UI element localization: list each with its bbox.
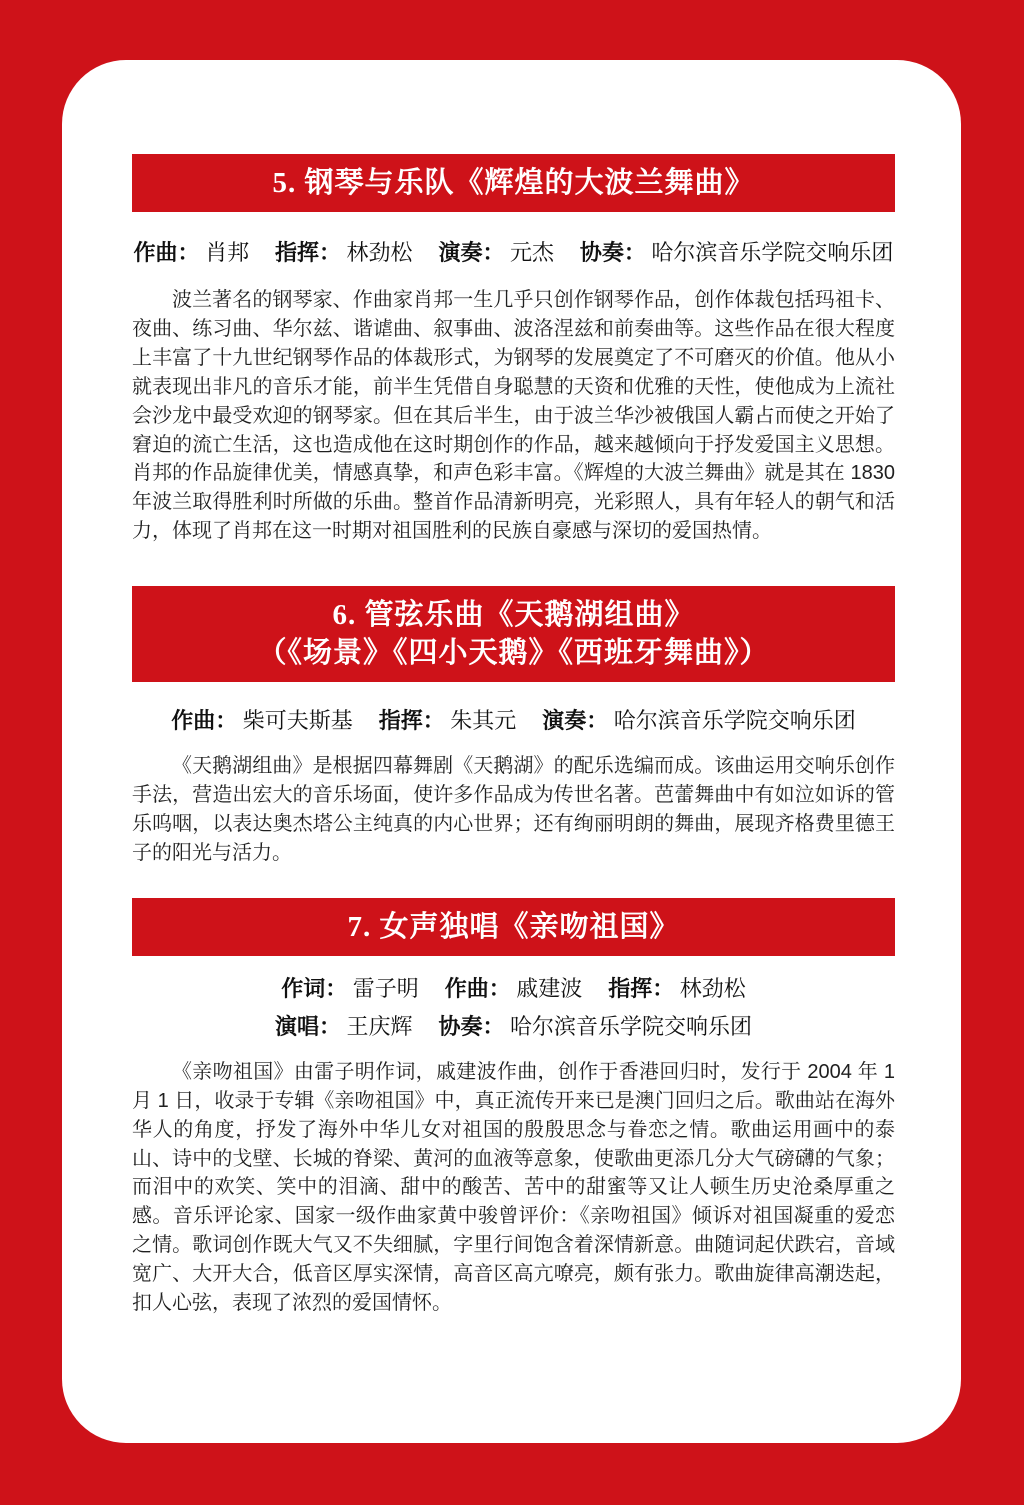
program-content (62, 60, 961, 1318)
section-6-title-line-1: 6. 管弦乐曲《天鹅湖组曲》 (332, 599, 695, 632)
credit-accompaniment (438, 1014, 752, 1039)
credit-composer (134, 240, 250, 265)
program-item-6 (132, 586, 895, 868)
credit-conductor (275, 240, 413, 265)
section-5-banner (132, 154, 895, 212)
credit-value: 哈尔滨音乐学院交响乐团 (509, 1013, 752, 1039)
credit-accompaniment (580, 240, 894, 265)
section-6-description: 《天鹅湖组曲》是根据四幕舞剧《天鹅湖》的配乐选编而成。该曲运用交响乐创作手法，营造出宏大的音乐场面，使许多作品成为传世名著。芭蕾舞曲中有如泣如诉的管乐呜咽，以表达奥杰塔公主纯真的内心世界；还有绚丽明朗的舞曲，展现齐格费里德王子的阳光与活力。 (132, 755, 895, 864)
credit-vocalist (275, 1014, 413, 1039)
credit-conductor (379, 708, 517, 733)
credit-label: 作词： (281, 975, 348, 1001)
credit-label: 演奏： (438, 240, 505, 265)
section-7-description: 《亲吻祖国》由雷子明作词，戚建波作曲，创作于香港回归时，发行于 2004 年 1 月 1 日，收录于专辑《亲吻祖国》中，真正流传开来已是澳门回归之后。歌曲站在海外华人的角度，抒发了海外中华儿女对祖国的殷殷思念与眷恋之情。歌曲运用画中的泰山、诗中的戈壁、长城的脊梁、黄河的血液等意象，使歌曲更添几分大气磅礴的气象；而泪中的欢笑、笑中的泪滴、甜中的酸苦、苦中的甜蜜等又让人顿生历史沧桑厚重之感。音乐评论家、国家一级作曲家黄中骏曾评价：《亲吻祖国》倾诉对祖国凝重的爱恋之情。歌词创作既大气又不失细腻，字里行间饱含着深情新意。曲随词起伏跌宕，音域宽广、大开大合，低音区厚实深情，高音区高亢嘹亮，颇有张力。歌曲旋律高潮迭起，扣人心弦，表现了浓烈的爱国情怀。 (132, 1060, 895, 1315)
credit-value: 元杰 (509, 240, 554, 265)
credit-value: 林劲松 (346, 240, 413, 265)
credit-label: 协奏： (438, 1013, 505, 1039)
credit-lyricist (281, 976, 419, 1001)
section-5-title: 5. 钢琴与乐队《辉煌的大波兰舞曲》 (272, 167, 755, 199)
section-6-title-line-2: （《场景》《四小天鹅》《西班牙舞曲》） (257, 637, 770, 670)
credit-value: 雷子明 (352, 975, 419, 1001)
credits-row-1 (132, 970, 895, 1008)
credit-composer (171, 708, 353, 733)
credit-label: 指挥： (608, 975, 675, 1001)
credit-value: 朱其元 (450, 708, 517, 734)
credit-value: 肖邦 (205, 240, 250, 265)
credit-performer (542, 708, 856, 733)
section-5-credits (132, 234, 895, 272)
credit-label: 作曲： (133, 240, 200, 265)
credit-label: 作曲： (444, 975, 511, 1001)
credit-value: 哈尔滨音乐学院交响乐团 (651, 240, 894, 265)
section-5-description: 波兰著名的钢琴家、作曲家肖邦一生几乎只创作钢琴作品，创作体裁包括玛祖卡、夜曲、练习曲、华尔兹、谐谑曲、叙事曲、波洛涅兹和前奏曲等。这些作品在很大程度上丰富了十九世纪钢琴作品的体裁形式，为钢琴的发展奠定了不可磨灭的价值。他从小就表现出非凡的音乐才能，前半生凭借自身聪慧的天资和优雅的天性，使他成为上流社会沙龙中最受欢迎的钢琴家。但在其后半生，由于波兰华沙被俄国人霸占而使之开始了窘迫的流亡生活，这也造成他在这时期创作的作品，越来越倾向于抒发爱国主义思想。肖邦的作品旋律优美，情感真挚，和声色彩丰富。《辉煌的大波兰舞曲》就是其在 1830 年波兰取得胜利时所做的乐曲。整首作品清新明亮，光彩照人，具有年轻人的朝气和活力，体现了肖邦在这一时期对祖国胜利的民族自豪感与深切的爱国热情。 (132, 289, 895, 543)
credit-performer (438, 240, 554, 265)
credit-composer (445, 976, 583, 1001)
section-7-banner (132, 898, 895, 956)
credit-label: 指挥： (378, 708, 445, 734)
credit-label: 指挥： (275, 240, 342, 265)
credit-label: 演唱： (275, 1013, 342, 1039)
credit-value: 柴可夫斯基 (242, 708, 353, 734)
credit-value: 哈尔滨音乐学院交响乐团 (613, 708, 856, 734)
credit-value: 林劲松 (679, 975, 746, 1001)
program-card (62, 60, 961, 1443)
section-6-credits (132, 702, 895, 740)
credit-label: 作曲： (171, 708, 238, 734)
section-6-banner (132, 586, 895, 682)
credit-value: 王庆辉 (346, 1013, 413, 1039)
credit-value: 戚建波 (516, 975, 583, 1001)
section-7-credits (132, 970, 895, 1046)
credits-row-2 (132, 1008, 895, 1046)
program-item-5 (132, 154, 895, 546)
credit-conductor (608, 976, 746, 1001)
program-item-7 (132, 898, 895, 1318)
section-7-title: 7. 女声独唱《亲吻祖国》 (347, 910, 680, 943)
credit-label: 演奏： (542, 708, 609, 734)
credit-label: 协奏： (579, 240, 646, 265)
